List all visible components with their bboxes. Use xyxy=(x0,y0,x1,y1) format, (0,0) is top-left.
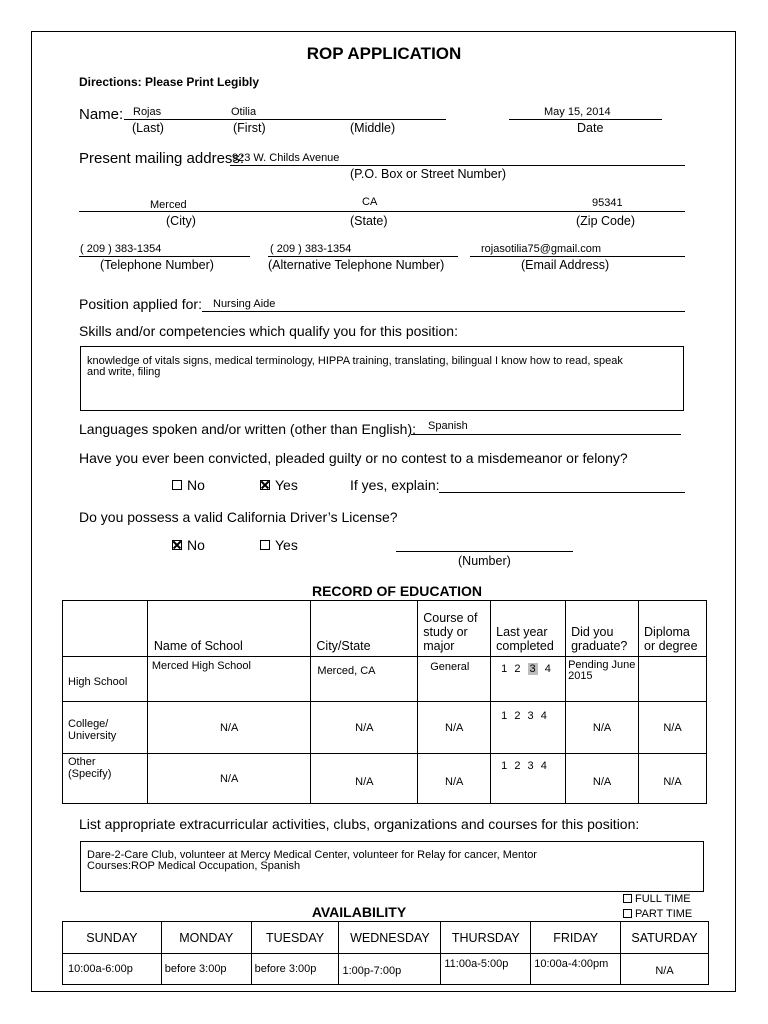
day-friday: FRIDAY xyxy=(531,922,621,954)
hours-wednesday[interactable]: 1:00p-7:00p xyxy=(339,954,441,985)
checked-box-icon[interactable] xyxy=(172,540,182,550)
extracurricular-line-1: Dare-2-Care Club, volunteer at Mercy Medical Center, volunteer for Relay for cancer, Mentor xyxy=(87,849,537,861)
license-number-caption: (Number) xyxy=(458,554,511,568)
extracurricular-line-2: Courses:ROP Medical Occupation, Spanish xyxy=(87,860,301,872)
hours-tuesday[interactable]: before 3:00p xyxy=(251,954,339,985)
checked-box-icon[interactable] xyxy=(260,480,270,490)
hs-graduate-cell[interactable]: Pending June 2015 xyxy=(566,657,639,702)
other-course-cell[interactable]: N/A xyxy=(418,754,491,804)
table-row xyxy=(63,702,707,754)
hs-diploma-cell[interactable] xyxy=(639,657,707,702)
extracurricular-label: List appropriate extracurricular activities, clubs, organizations and courses for this position: xyxy=(79,816,640,832)
phone-value[interactable]: ( 209 ) 383-1354 xyxy=(80,243,162,255)
blank-header xyxy=(63,601,148,657)
position-label: Position applied for: xyxy=(79,296,202,312)
skills-line-2: and write, filing xyxy=(87,366,161,378)
zip-caption: (Zip Code) xyxy=(576,214,636,228)
alt-phone-caption: (Alternative Telephone Number) xyxy=(268,258,445,272)
checkbox-icon[interactable] xyxy=(623,894,632,903)
hours-thursday[interactable]: 11:00a-5:00p xyxy=(441,954,531,985)
education-header-row xyxy=(63,601,707,657)
availability-title: AVAILABILITY xyxy=(311,904,407,920)
days-row xyxy=(63,922,709,954)
license-no-option[interactable] xyxy=(172,537,205,553)
city-value[interactable]: Merced xyxy=(150,199,187,211)
high-school-label: High School xyxy=(63,657,148,702)
conviction-no-label: No xyxy=(187,477,205,493)
skills-label: Skills and/or competencies which qualify you for this position: xyxy=(79,323,458,339)
college-last-year-cell[interactable]: 1 2 3 4 xyxy=(491,702,566,754)
hours-saturday[interactable]: N/A xyxy=(621,954,709,985)
education-title: RECORD OF EDUCATION xyxy=(311,583,483,599)
year-3-highlight: 3 xyxy=(529,663,536,675)
name-underline xyxy=(124,119,446,120)
course-header: Course of study or major xyxy=(418,601,491,657)
city-state-zip-underline xyxy=(79,211,685,212)
phone-caption: (Telephone Number) xyxy=(100,258,214,272)
license-question: Do you possess a valid California Driver’s License? xyxy=(79,509,398,525)
license-number-underline[interactable] xyxy=(396,551,573,552)
explain-underline[interactable] xyxy=(439,492,685,493)
first-caption: (First) xyxy=(233,121,266,135)
college-diploma-cell[interactable]: N/A xyxy=(639,702,707,754)
day-thursday: THURSDAY xyxy=(441,922,531,954)
education-table xyxy=(62,600,707,804)
full-time-label: FULL TIME xyxy=(635,893,691,905)
languages-label: Languages spoken and/or written (other than English): xyxy=(79,421,416,437)
alt-phone-value[interactable]: ( 209 ) 383-1354 xyxy=(270,243,352,255)
middle-caption: (Middle) xyxy=(350,121,396,135)
hs-course-cell[interactable]: General xyxy=(418,657,491,702)
part-time-label: PART TIME xyxy=(635,908,693,920)
school-header: Name of School xyxy=(147,601,311,657)
hs-last-year-cell[interactable]: 1 2 3 4 xyxy=(491,657,566,702)
license-yes-option[interactable] xyxy=(260,537,298,553)
graduate-header: Did you graduate? xyxy=(566,601,639,657)
day-sunday: SUNDAY xyxy=(63,922,162,954)
explain-label: If yes, explain: xyxy=(350,477,440,493)
day-wednesday: WEDNESDAY xyxy=(339,922,441,954)
college-school-cell[interactable]: N/A xyxy=(147,702,311,754)
email-caption: (Email Address) xyxy=(521,258,610,272)
skills-textarea[interactable] xyxy=(80,346,684,411)
email-value[interactable]: rojasotilia75@gmail.com xyxy=(481,243,601,255)
skills-line-1: knowledge of vitals signs, medical terminology, HIPPA training, translating, bilingual I know how to read, speak xyxy=(87,355,623,367)
phone-underline xyxy=(79,256,250,257)
day-tuesday: TUESDAY xyxy=(251,922,339,954)
diploma-header: Diploma or degree xyxy=(639,601,707,657)
address-label: Present mailing address: xyxy=(79,150,245,167)
checkbox-icon[interactable] xyxy=(260,540,270,550)
college-label: College/ University xyxy=(63,702,148,754)
extracurricular-textarea[interactable] xyxy=(80,841,704,892)
other-city-cell[interactable]: N/A xyxy=(311,754,418,804)
conviction-question: Have you ever been convicted, pleaded guilty or no contest to a misdemeanor or felony? xyxy=(79,450,628,466)
last-name-value[interactable]: Rojas xyxy=(133,106,162,118)
position-underline xyxy=(202,311,685,312)
street-underline xyxy=(230,165,685,166)
city-header: City/State xyxy=(311,601,418,657)
form-title: ROP APPLICATION xyxy=(306,44,462,63)
checkbox-icon[interactable] xyxy=(172,480,182,490)
other-school-cell[interactable]: N/A xyxy=(147,754,311,804)
state-caption: (State) xyxy=(350,214,388,228)
other-label: Other (Specify) xyxy=(63,754,148,804)
hours-friday[interactable]: 10:00a-4:00pm xyxy=(531,954,621,985)
date-caption: Date xyxy=(577,121,604,135)
day-saturday: SATURDAY xyxy=(621,922,709,954)
conviction-no-option[interactable] xyxy=(172,477,205,493)
college-city-cell[interactable]: N/A xyxy=(311,702,418,754)
first-name-value[interactable]: Otilia xyxy=(231,106,257,118)
hours-sunday[interactable]: 10:00a-6:00p xyxy=(63,954,162,985)
street-caption: (P.O. Box or Street Number) xyxy=(350,167,507,181)
last-year-header: Last year completed xyxy=(491,601,566,657)
other-graduate-cell[interactable]: N/A xyxy=(566,754,639,804)
email-underline xyxy=(470,256,685,257)
languages-underline xyxy=(411,434,681,435)
college-course-cell[interactable]: N/A xyxy=(418,702,491,754)
languages-value[interactable]: Spanish xyxy=(428,420,468,432)
conviction-yes-label: Yes xyxy=(275,477,298,493)
state-value[interactable]: CA xyxy=(362,196,378,208)
hours-monday[interactable]: before 3:00p xyxy=(161,954,251,985)
table-row xyxy=(63,657,707,702)
availability-table xyxy=(62,921,709,985)
city-caption: (City) xyxy=(166,214,196,228)
other-last-year-cell[interactable]: 1 2 3 4 xyxy=(491,754,566,804)
other-diploma-cell[interactable]: N/A xyxy=(639,754,707,804)
last-caption: (Last) xyxy=(132,121,164,135)
hs-city-cell[interactable]: Merced, CA xyxy=(311,657,418,702)
position-value[interactable]: Nursing Aide xyxy=(213,298,276,310)
license-yes-label: Yes xyxy=(275,537,298,553)
college-graduate-cell[interactable]: N/A xyxy=(566,702,639,754)
table-row xyxy=(63,754,707,804)
license-no-label: No xyxy=(187,537,205,553)
date-underline xyxy=(509,119,662,120)
zip-value[interactable]: 95341 xyxy=(592,197,623,209)
alt-phone-underline xyxy=(268,256,458,257)
hours-row xyxy=(63,954,709,985)
conviction-yes-option[interactable] xyxy=(260,477,298,493)
street-value[interactable]: 923 W. Childs Avenue xyxy=(232,152,340,164)
hs-school-cell[interactable]: Merced High School xyxy=(147,657,311,702)
name-label: Name: xyxy=(79,106,124,123)
day-monday: MONDAY xyxy=(161,922,251,954)
directions: Directions: Please Print Legibly xyxy=(79,75,260,89)
date-value[interactable]: May 15, 2014 xyxy=(544,106,611,118)
